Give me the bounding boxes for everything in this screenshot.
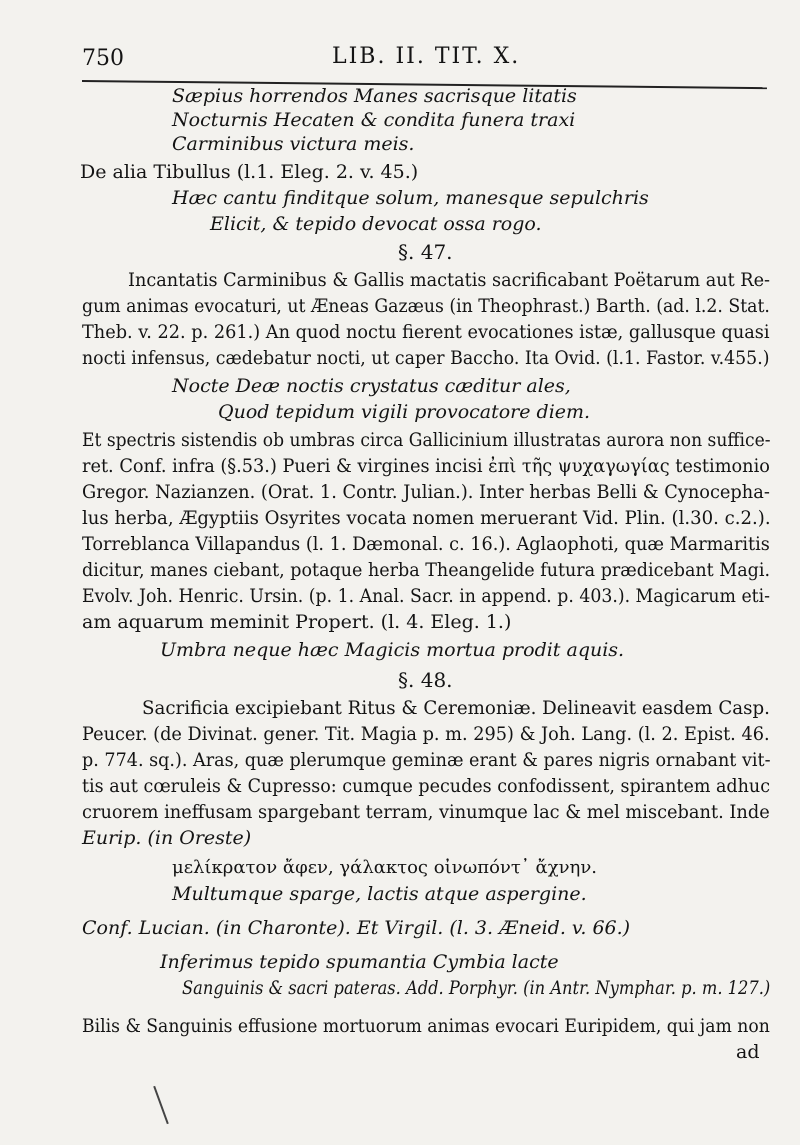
page-number: 750: [82, 46, 124, 71]
paragraph-line: gum animas evocaturi, ut Æneas Gazæus (in Theophrast.) Barth. (ad. l.2. Stat.: [82, 295, 770, 317]
paragraph-line: Incantatis Carminibus & Gallis mactatis sacrificabant Poëtarum aut Re-: [128, 269, 770, 291]
section-heading: §. 47.: [398, 240, 453, 264]
page-header: [82, 40, 762, 76]
paragraph-line: tis aut cœruleis & Cupresso: cumque pecudes confodissent, spirantem adhuc: [82, 775, 771, 797]
paragraph-line: Peucer. (de Divinat. gener. Tit. Magia p. m. 295) & Joh. Lang. (l. 2. Epist. 46.: [82, 723, 770, 745]
paragraph-line: ret. Conf. infra (§.53.) Pueri & virgines incisi ἐπὶ τῆς ψυχαγωγίας testimonio: [82, 455, 770, 477]
verse-line: Nocturnis Hecaten & condita funera traxi: [172, 109, 576, 131]
verse-line: Hæc cantu finditque solum, manesque sepulchris: [172, 187, 649, 209]
paragraph-line: cruorem ineffusam spargebant terram, vinumque lac & mel miscebant. Inde: [82, 801, 770, 823]
catchword: ad: [736, 1041, 760, 1063]
paragraph-line: Eurip. (in Oreste): [82, 827, 252, 849]
text-line: De alia Tibullus (l.1. Eleg. 2. v. 45.): [80, 161, 419, 183]
verse-line: Sanguinis & sacri pateras. Add. Porphyr. (in Antr. Nymphar. p. m. 127.): [182, 977, 771, 999]
paragraph-line: Bilis & Sanguinis effusione mortuorum animas evocari Euripidem, qui jam non: [82, 1015, 770, 1037]
verse-line: Quod tepidum vigili provocatore diem.: [218, 401, 591, 423]
paragraph-line: Et spectris sistendis ob umbras circa Gallicinium illustratas aurora non suffice-: [82, 429, 771, 451]
paragraph-line: Evolv. Joh. Henric. Ursin. (p. 1. Anal. Sacr. in append. p. 403.). Magicarum eti-: [82, 585, 771, 607]
running-title: LIB. II. TIT. X.: [332, 44, 521, 69]
section-heading: §. 48.: [398, 668, 453, 692]
verse-line: Sæpius horrendos Manes sacrisque litatis: [172, 85, 577, 107]
paragraph-line: dicitur, manes ciebant, potaque herba Theangelide futura prædicebant Magi.: [82, 559, 771, 581]
ink-mark: [153, 1086, 169, 1124]
paragraph-line: nocti infensus, cædebatur nocti, ut caper Baccho. Ita Ovid. (l.1. Fastor. v.455.): [82, 347, 770, 369]
greek-verse-line: μελίκρατον ἄφεν, γάλακτος οἰνωπόντ᾽ ἄχνην.: [172, 857, 597, 878]
verse-line: Umbra neque hæc Magicis mortua prodit aquis.: [160, 639, 625, 661]
paragraph-line: Gregor. Nazianzen. (Orat. 1. Contr. Julian.). Inter herbas Belli & Cynocepha-: [82, 481, 770, 503]
paragraph-line: p. 774. sq.). Aras, quæ plerumque geminæ erant & pares nigris ornabant vit-: [82, 749, 771, 771]
paragraph-line: lus herba, Ægyptiis Osyrites vocata nomen meruerant Vid. Plin. (l.30. c.2.).: [82, 507, 771, 529]
paragraph-line: Torreblanca Villapandus (l. 1. Dæmonal. c. 16.). Aglaophoti, quæ Marmaritis: [82, 533, 770, 555]
paragraph-line: Sacrificia excipiebant Ritus & Ceremoniæ. Delineavit easdem Casp.: [142, 697, 770, 719]
paragraph-line: Theb. v. 22. p. 261.) An quod noctu fierent evocationes istæ, gallusque quasi: [82, 321, 770, 343]
verse-line: Nocte Deæ noctis crystatus cæditur ales,: [172, 375, 571, 397]
paragraph-line: am aquarum meminit Propert. (l. 4. Eleg. 1.): [82, 611, 512, 633]
verse-line: Multumque sparge, lactis atque aspergine.: [172, 883, 587, 905]
verse-line: Carminibus victura meis.: [172, 133, 415, 155]
verse-line: Inferimus tepido spumantia Cymbia lacte: [160, 951, 559, 973]
paragraph-line: Conf. Lucian. (in Charonte). Et Virgil. (l. 3. Æneid. v. 66.): [82, 917, 631, 939]
verse-line: Elicit, & tepido devocat ossa rogo.: [210, 213, 542, 235]
